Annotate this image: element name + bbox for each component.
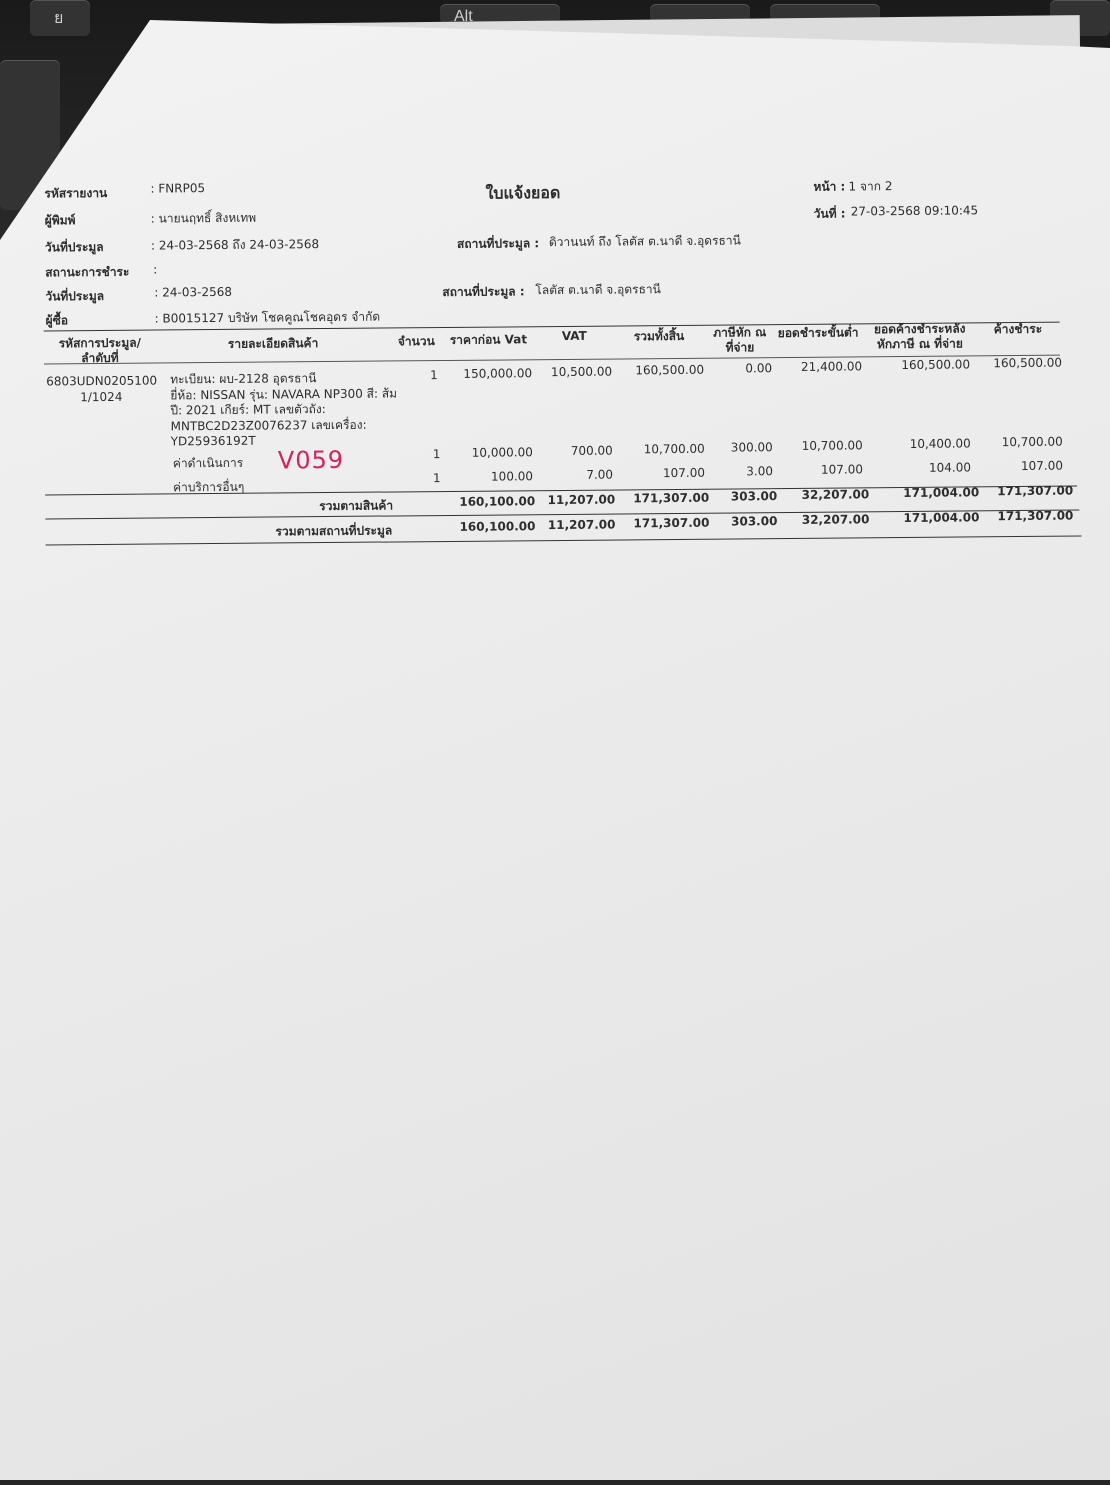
row-total: 10,700.00 xyxy=(643,441,705,457)
row-min-pay: 10,700.00 xyxy=(801,438,863,453)
handwritten-note: V059 xyxy=(277,445,345,475)
row-min-pay: 21,400.00 xyxy=(800,359,863,374)
date-label: วันที่ : xyxy=(813,206,846,221)
row-vat: 7.00 xyxy=(586,467,614,482)
total-label: รวมตามสินค้า xyxy=(319,498,394,514)
page-value: 1 จาก 2 xyxy=(848,179,893,194)
total-wht: 303.00 xyxy=(730,489,778,504)
total-total: 171,307.00 xyxy=(633,490,710,506)
col-header-wht xyxy=(708,325,772,356)
item-detail xyxy=(170,370,397,449)
auction-place-label: สถานที่ประมูล : xyxy=(456,236,540,251)
auction-place2-value: โลตัส ต.นาดี จ.อุดรธานี xyxy=(535,282,661,298)
col-header-pre-vat: ราคาก่อน Vat xyxy=(449,332,528,347)
col-header-wht-line1: ภาษีหัก ณ xyxy=(713,325,767,340)
col-header-wht-line2: ที่จ่าย xyxy=(725,340,755,355)
row-pre-vat: 150,000.00 xyxy=(463,366,533,381)
row-label: ค่าดำเนินการ xyxy=(172,455,244,471)
total-pre-vat: 160,100.00 xyxy=(459,519,536,534)
buyer-value: : B0015127 บริษัท โชคคูณโชคอุดร จำกัด xyxy=(154,309,381,326)
buyer-label: ผู้ซื้อ xyxy=(45,313,69,328)
payment-status-label: สถานะการชำระ xyxy=(45,264,130,280)
report-code-label: รหัสรายงาน xyxy=(44,185,108,201)
item-detail-line: ปี: 2021 เกียร์: MT เลขตัวถัง: xyxy=(170,402,326,418)
row-qty: 1 xyxy=(430,368,438,383)
col-header-detail: รายละเอียดสินค้า xyxy=(227,336,319,351)
col-header-outstanding-line2: หักภาษี ณ ที่จ่าย xyxy=(876,336,963,352)
total-min-pay: 32,207.00 xyxy=(801,487,870,502)
row-pre-vat: 10,000.00 xyxy=(471,445,533,460)
total-outstanding: 171,004.00 xyxy=(903,485,980,501)
table-bottom-rule xyxy=(46,535,1082,545)
row-qty: 1 xyxy=(432,471,441,486)
item-code xyxy=(46,373,156,406)
payment-status-value: : xyxy=(153,262,158,277)
page-label: หน้า : xyxy=(813,179,846,194)
auction-place2-label: สถานที่ประมูล : xyxy=(442,284,525,300)
total-pre-vat: 160,100.00 xyxy=(459,494,536,509)
total-outstanding: 171,004.00 xyxy=(903,510,980,526)
row-vat: 700.00 xyxy=(570,443,613,458)
row-vat: 10,500.00 xyxy=(550,364,613,380)
total-vat: 11,207.00 xyxy=(547,492,616,508)
total-total: 171,307.00 xyxy=(633,515,710,531)
row-qty: 1 xyxy=(432,447,441,462)
auction-date2-label: วันที่ประมูล xyxy=(45,288,105,304)
row-wht: 0.00 xyxy=(745,361,773,376)
item-detail-line: YD25936192T xyxy=(170,433,256,449)
col-header-vat: VAT xyxy=(561,328,587,343)
item-detail-line: ทะเบียน: ผบ-2128 อุดรธานี xyxy=(170,371,317,387)
total-vat: 11,207.00 xyxy=(547,517,616,533)
printer-value: : นายนฤทธิ์ สิงหเทพ xyxy=(150,210,257,226)
col-header-code-line2: ลำดับที่ xyxy=(81,350,119,366)
col-header-outstanding-line1: ยอดค้างชำระหลัง xyxy=(873,321,966,337)
auction-date-value: : 24-03-2568 ถึง 24-03-2568 xyxy=(150,237,320,253)
row-label: ค่าบริการอื่นๆ xyxy=(173,479,245,495)
total-label: รวมตามสถานที่ประมูล xyxy=(275,523,393,539)
col-header-code-line1: รหัสการประมูล/ xyxy=(58,335,142,351)
row-outstanding: 10,400.00 xyxy=(909,436,971,451)
auction-date-label: วันที่ประมูล xyxy=(44,239,104,255)
total-wht: 303.00 xyxy=(731,514,778,529)
row-outstanding: 160,500.00 xyxy=(901,357,971,373)
row-total: 107.00 xyxy=(662,465,706,481)
col-header-balance: ค้างชำระ xyxy=(993,321,1043,337)
item-code-line1: 6803UDN0205100 xyxy=(46,373,158,389)
date-value: 27-03-2568 09:10:45 xyxy=(850,203,979,219)
item-code-line2: 1/1024 xyxy=(80,389,123,405)
item-detail-line: MNTBC2D23Z0076237 เลขเครื่อง: xyxy=(170,417,367,433)
row-outstanding: 104.00 xyxy=(928,460,972,475)
row-min-pay: 107.00 xyxy=(820,462,864,477)
row-total: 160,500.00 xyxy=(635,362,705,378)
row-pre-vat: 100.00 xyxy=(490,469,534,484)
row-wht: 3.00 xyxy=(746,464,774,479)
row-balance: 160,500.00 xyxy=(993,355,1063,371)
col-header-outstanding xyxy=(868,321,972,352)
total-balance: 171,307.00 xyxy=(997,508,1074,524)
col-header-min-pay: ยอดชำระขั้นต่ำ xyxy=(777,325,859,341)
item-detail-line: ยี่ห้อ: NISSAN รุ่น: NAVARA NP300 สี: ส้ม xyxy=(170,385,398,402)
total-min-pay: 32,207.00 xyxy=(801,512,870,527)
printer-label: ผู้พิมพ์ xyxy=(44,213,76,228)
row-wht: 300.00 xyxy=(730,440,773,455)
document-title: ใบแจ้งยอด xyxy=(485,182,561,203)
total-balance: 171,307.00 xyxy=(997,483,1074,499)
col-header-qty: จำนวน xyxy=(397,334,435,349)
row-balance: 10,700.00 xyxy=(1001,434,1063,450)
auction-date2-value: : 24-03-2568 xyxy=(154,284,233,300)
auction-place-value: ดิวานนท์ ถึง โลตัส ต.นาดี จ.อุดรธานี xyxy=(548,233,741,250)
key-label: Alt xyxy=(454,8,473,25)
col-header-total: รวมทั้งสิ้น xyxy=(633,328,685,344)
key-label: ย xyxy=(54,10,64,27)
row-balance: 107.00 xyxy=(1020,458,1064,473)
report-code-value: : FNRP05 xyxy=(150,181,206,196)
